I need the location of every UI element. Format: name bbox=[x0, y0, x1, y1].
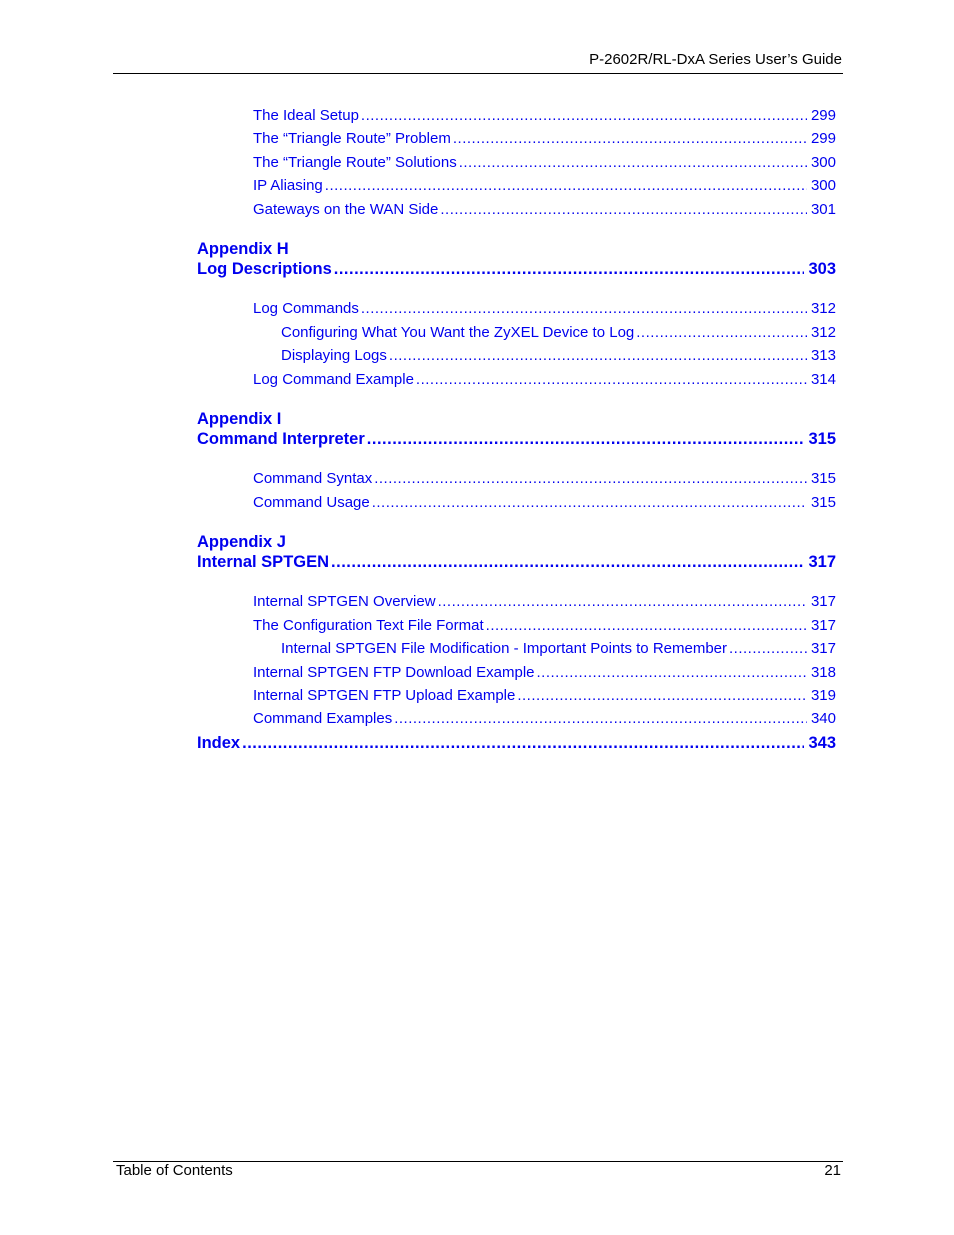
toc-entry-page: 317 bbox=[810, 640, 836, 657]
toc-entry-sptgen-ftp-upload[interactable] bbox=[253, 687, 836, 704]
toc-entry-configuring-log[interactable] bbox=[281, 324, 836, 341]
leader-dots bbox=[361, 107, 807, 124]
toc-entry-sptgen-overview[interactable] bbox=[253, 593, 836, 610]
toc-chapter-internal-sptgen[interactable] bbox=[197, 553, 836, 572]
toc-entry-page: 300 bbox=[810, 177, 836, 194]
toc-entry-command-syntax[interactable] bbox=[253, 470, 836, 487]
leader-dots bbox=[367, 430, 805, 449]
toc-entry-title: Gateways on the WAN Side bbox=[253, 201, 439, 218]
leader-dots bbox=[389, 347, 807, 364]
leader-dots bbox=[374, 470, 807, 487]
toc-entry-title: Configuring What You Want the ZyXEL Device to Log bbox=[281, 324, 635, 341]
toc-entry-title: Internal SPTGEN FTP Upload Example bbox=[253, 687, 516, 704]
toc-entry-title: Internal SPTGEN bbox=[197, 553, 330, 571]
toc-entry-displaying-logs[interactable] bbox=[281, 347, 836, 364]
toc-entry-page: 315 bbox=[810, 470, 836, 487]
toc-entry-title: The “Triangle Route” Solutions bbox=[253, 154, 457, 171]
leader-dots bbox=[394, 710, 807, 727]
toc-entry-command-usage[interactable] bbox=[253, 494, 836, 511]
toc-entry-title: Log Commands bbox=[253, 300, 359, 317]
toc-entry-title: Internal SPTGEN File Modification - Important Points to Remember bbox=[281, 640, 728, 657]
leader-dots bbox=[729, 640, 807, 657]
leader-dots bbox=[334, 260, 805, 279]
leader-dots bbox=[459, 154, 807, 171]
leader-dots bbox=[517, 687, 807, 704]
toc-entry-page: 317 bbox=[808, 553, 836, 571]
toc-entry-command-examples[interactable] bbox=[253, 710, 836, 727]
toc-chapter-index[interactable] bbox=[197, 734, 836, 753]
toc-entry-triangle-route-problem[interactable] bbox=[253, 130, 836, 147]
toc-entry-sptgen-ftp-download[interactable] bbox=[253, 664, 836, 681]
leader-dots bbox=[440, 201, 807, 218]
toc-entry-title: Log Descriptions bbox=[197, 260, 332, 278]
leader-dots bbox=[438, 593, 807, 610]
toc-entry-sptgen-file-modification[interactable] bbox=[281, 640, 836, 657]
leader-dots bbox=[453, 130, 807, 147]
toc-entry-ideal-setup[interactable] bbox=[253, 107, 836, 124]
toc-entry-title: Displaying Logs bbox=[281, 347, 387, 364]
toc-entry-gateways-wan-side[interactable] bbox=[253, 201, 836, 218]
toc-entry-title: Command Examples bbox=[253, 710, 393, 727]
toc-entry-title: The Ideal Setup bbox=[253, 107, 359, 124]
toc-entry-page: 312 bbox=[810, 324, 836, 341]
toc-entry-log-command-example[interactable] bbox=[253, 371, 836, 388]
leader-dots bbox=[486, 617, 807, 634]
toc-entry-page: 301 bbox=[810, 201, 836, 218]
appendix-j-label[interactable]: Appendix J bbox=[197, 533, 286, 551]
toc-entry-title: Index bbox=[197, 734, 241, 752]
toc-entry-triangle-route-solutions[interactable] bbox=[253, 154, 836, 171]
toc-entry-page: 303 bbox=[808, 260, 836, 278]
toc-entry-title: The “Triangle Route” Problem bbox=[253, 130, 451, 147]
toc-entry-page: 313 bbox=[810, 347, 836, 364]
leader-dots bbox=[242, 734, 804, 753]
running-header: P-2602R/RL-DxA Series User’s Guide bbox=[589, 51, 842, 68]
leader-dots bbox=[361, 300, 807, 317]
toc-entry-page: 299 bbox=[810, 107, 836, 124]
toc-entry-page: 319 bbox=[810, 687, 836, 704]
leader-dots bbox=[325, 177, 807, 194]
toc-entry-title: Internal SPTGEN FTP Download Example bbox=[253, 664, 535, 681]
toc-entry-log-commands[interactable] bbox=[253, 300, 836, 317]
toc-entry-page: 343 bbox=[808, 734, 836, 752]
toc-entry-config-text-file-format[interactable] bbox=[253, 617, 836, 634]
leader-dots bbox=[636, 324, 807, 341]
toc-entry-page: 340 bbox=[810, 710, 836, 727]
toc-entry-page: 315 bbox=[808, 430, 836, 448]
toc-entry-page: 300 bbox=[810, 154, 836, 171]
leader-dots bbox=[537, 664, 807, 681]
toc-entry-title: IP Aliasing bbox=[253, 177, 323, 194]
toc-entry-title: Internal SPTGEN Overview bbox=[253, 593, 436, 610]
toc-chapter-command-interpreter[interactable] bbox=[197, 430, 836, 449]
leader-dots bbox=[372, 494, 807, 511]
toc-entry-page: 318 bbox=[810, 664, 836, 681]
toc-entry-title: Command Syntax bbox=[253, 470, 373, 487]
toc-entry-page: 312 bbox=[810, 300, 836, 317]
toc-entry-title: Log Command Example bbox=[253, 371, 414, 388]
toc-chapter-log-descriptions[interactable] bbox=[197, 260, 836, 279]
toc-entry-page: 315 bbox=[810, 494, 836, 511]
footer-page-number: 21 bbox=[824, 1162, 841, 1179]
appendix-i-label[interactable]: Appendix I bbox=[197, 410, 282, 428]
toc-entry-title: The Configuration Text File Format bbox=[253, 617, 484, 634]
toc-entry-title: Command Usage bbox=[253, 494, 370, 511]
toc-entry-ip-aliasing[interactable] bbox=[253, 177, 836, 194]
leader-dots bbox=[331, 553, 804, 572]
toc-entry-page: 314 bbox=[810, 371, 836, 388]
toc-entry-page: 317 bbox=[810, 617, 836, 634]
toc-entry-title: Command Interpreter bbox=[197, 430, 365, 448]
appendix-h-label[interactable]: Appendix H bbox=[197, 240, 289, 258]
toc-entry-page: 299 bbox=[810, 130, 836, 147]
leader-dots bbox=[416, 371, 807, 388]
header-rule bbox=[113, 73, 843, 74]
footer-section-title: Table of Contents bbox=[116, 1162, 233, 1179]
toc-entry-page: 317 bbox=[810, 593, 836, 610]
